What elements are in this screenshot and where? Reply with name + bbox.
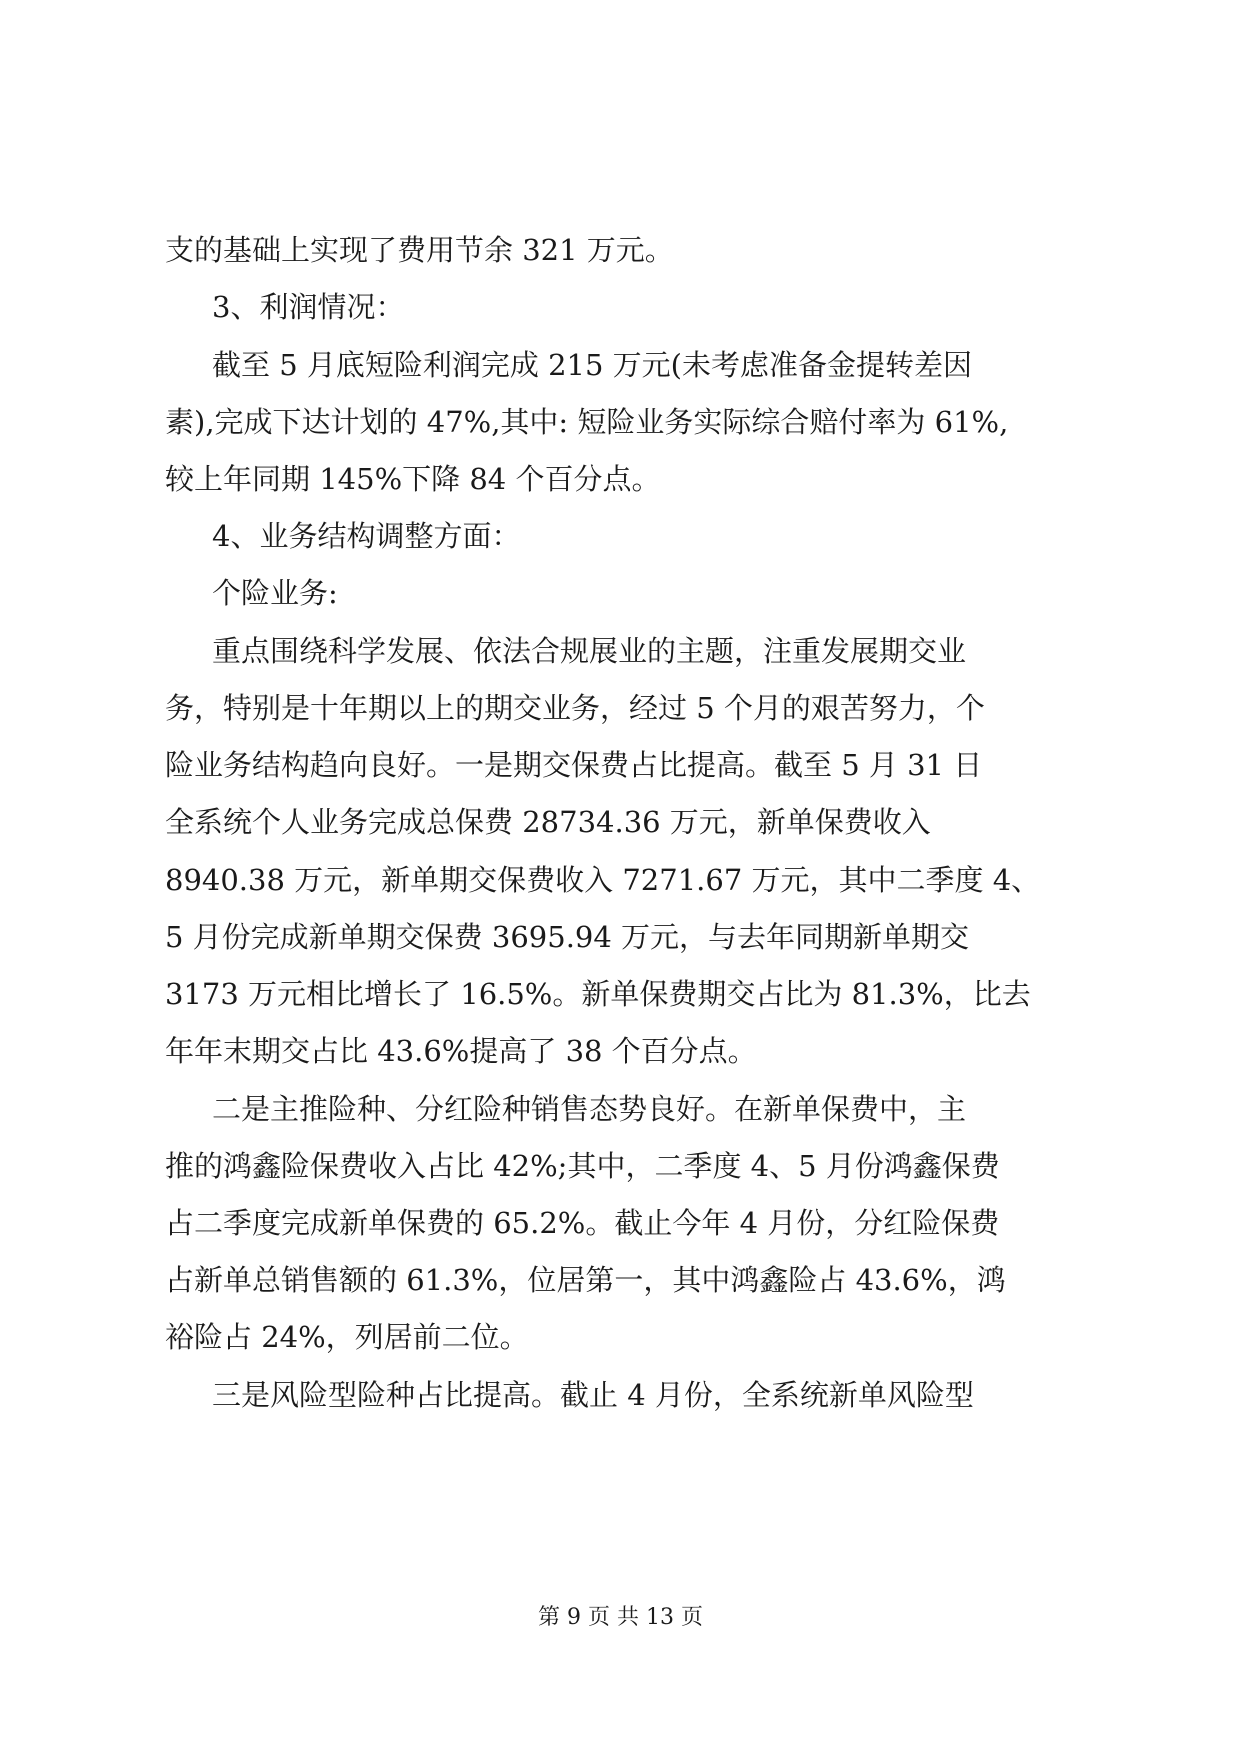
text-line: 3173 万元相比增长了 16.5%。新单保费期交占比为 81.3%，比去 [165,977,1031,1011]
text-line: 截至 5 月底短险利润完成 215 万元(未考虑准备金提转差因 [212,348,972,382]
text-line: 二是主推险种、分红险种销售态势良好。在新单保费中，主 [212,1092,967,1126]
text-line: 5 月份完成新单期交保费 3695.94 万元，与去年同期新单期交 [165,920,970,954]
text-line: 三是风险型险种占比提高。截止 4 月份，全系统新单风险型 [212,1378,974,1412]
section-heading: 4、业务结构调整方面： [212,519,521,553]
text-line: 8940.38 万元，新单期交保费收入 7271.67 万元，其中二季度 4、 [165,863,1041,897]
text-line: 推的鸿鑫险保费收入占比 42%;其中，二季度 4、5 月份鸿鑫保费 [165,1149,1000,1183]
text-line: 较上年同期 145%下降 84 个百分点。 [165,462,661,496]
text-line: 占新单总销售额的 61.3%，位居第一，其中鸿鑫险占 43.6%，鸿 [165,1263,1006,1297]
subsection-heading: 个险业务: [212,576,338,610]
page-number-footer: 第 9 页 共 13 页 [538,1605,703,1630]
text-line: 险业务结构趋向良好。一是期交保费占比提高。截至 5 月 31 日 [165,748,983,782]
text-line: 素),完成下达计划的 47%,其中: 短险业务实际综合赔付率为 61%, [165,405,1009,439]
text-line: 全系统个人业务完成总保费 28734.36 万元，新单保费收入 [165,805,931,839]
text-line: 重点围绕科学发展、依法合规展业的主题，注重发展期交业 [212,634,967,668]
text-line: 裕险占 24%，列居前二位。 [165,1320,529,1354]
text-line: 支的基础上实现了费用节余 321 万元。 [165,233,674,267]
text-line: 占二季度完成新单保费的 65.2%。截止今年 4 月份，分红险保费 [165,1206,1000,1240]
section-heading: 3、利润情况： [212,290,405,324]
text-line: 务，特别是十年期以上的期交业务，经过 5 个月的艰苦努力，个 [165,691,985,725]
text-line: 年年末期交占比 43.6%提高了 38 个百分点。 [165,1034,757,1068]
